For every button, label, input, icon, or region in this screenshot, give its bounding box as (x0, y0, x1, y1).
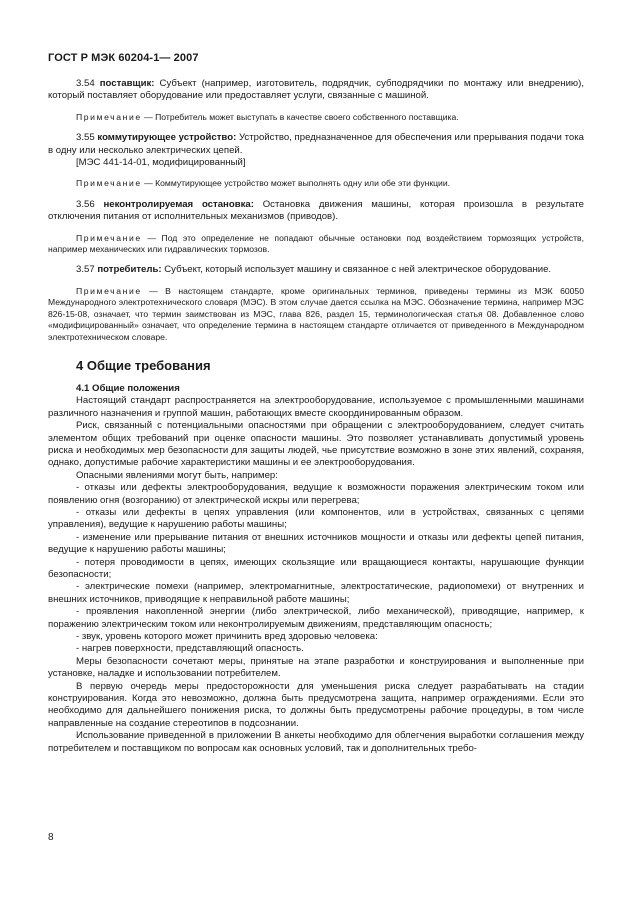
note-3-56 (48, 233, 584, 256)
paragraph: В первую очередь меры предосторожности для уменьшения риска следует разрабатывать на стадии конструирования. Когда это невозможно, должна быть предусмотрена защита, например ограждениями. Если это необходимо для дальнейшего понижения риска, то должны быть предусмотрены рабочие процедуры, в том числе направленные на создание стереотипов в подсознании. (48, 680, 584, 729)
note-3-54 (48, 112, 584, 123)
term-3-55 (48, 132, 584, 157)
term-name: поставщик: (99, 78, 155, 89)
term-definition: Устройство, предназначенное для обеспечения или прерывания подачи тока в одну или несколько электрических цепей. (48, 132, 584, 156)
list-item: - отказы или дефекты электрооборудования, ведущие к возможности поражения электрическим током или появлению огня (возгоранию) от электрической искры или перегрева; (48, 482, 584, 506)
paragraph: Риск, связанный с потенциальными опасностями при обращении с электрооборудованием, следует считать элементом общих требований при оценке опасности машины. Это позволяет устанавливать допустимый уровень риска и необходимых мер безопасности для защиты людей, чье присутствие возможно в зоне этих явлений, сохраняя, однако, допустимые рабочие характеристики машины и ее электрооборудования. (48, 420, 584, 469)
list-item: - нагрев поверхности, представляющий опасность. (76, 643, 304, 655)
note-3-55 (48, 178, 584, 189)
term-reference: [МЭС 441-14-01, модифицированный] (76, 157, 246, 169)
section-heading: 4 Общие требования (76, 357, 211, 373)
page-header: ГОСТ Р МЭК 60204-1— 2007 (48, 52, 199, 64)
term-name: коммутирующее устройство: (97, 132, 237, 144)
term-3-57 (48, 264, 584, 276)
term-number: 3.57 (76, 264, 98, 276)
term-definition: Субъект, который использует машину и связанное с ней электрическое оборудование. (161, 264, 552, 276)
paragraph: Опасными явлениями могут быть, например: (76, 469, 278, 481)
term-number: 3.55 (76, 132, 98, 144)
note-label: Примечание (76, 285, 142, 296)
term-3-54 (48, 78, 584, 103)
page-number: 8 (48, 832, 54, 843)
note-label: Примечание (76, 178, 142, 189)
list-item: - звук, уровень которого может причинить вред здоровью человека: (76, 631, 378, 643)
list-item: - потеря проводимости в цепях, имеющих скользящие или вращающиеся контакты, нарушающие функции безопасности; (48, 556, 584, 580)
term-name: неконтролируемая остановка: (103, 198, 254, 210)
page-content (48, 78, 584, 755)
note-text: — Под это определение не попадают обычные остановки под воздействием тормозящих устройств, например механических или гидравлических тормозов. (48, 232, 584, 255)
note-text: — В настоящем стандарте, кроме оригинальных терминов, приведены термины из МЭК 60050 Международного электротехнического словаря (МЭС). В этом случае дается ссылка на МЭС. Обозначение термина, например МЭС 826-15-08, означает, что термин заимствован из МЭС, глава 826, раздел 15, терминологическая статья 08. Добавленное слово «модифицированный» означает, что определение термина в настоящем стандарте отличается от приведенного в Международном электротехническом словаре. (48, 285, 584, 342)
term-name: потребитель: (97, 264, 162, 276)
term-definition: Субъект (например, изготовитель, подрядчик, субподрядчики по монтажу или внедрению), который поставляет оборудование или предоставляет услуги, связанные с машиной. (48, 78, 584, 102)
note-text: — Потребитель может выступать в качестве своего собственного поставщика. (141, 111, 459, 122)
paragraph: Настоящий стандарт распространяется на электрооборудование, используемое с промышленными машинами различного назначения и группой машин, работающих вместе скоординированным образом. (48, 395, 584, 419)
note-3-57 (48, 286, 584, 343)
term-3-56 (48, 199, 584, 224)
list-item: - проявления накопленной энергии (либо электрической, либо механической), приводящие, например, к поражению электрическим током или неконтролируемым движениям, представляющим опасность; (48, 606, 584, 630)
note-label: Примечание (76, 232, 142, 243)
term-number: 3.56 (76, 198, 104, 210)
term-definition: Остановка движения машины, которая произошла в результате отключения питания от исполнительных механизмов (приводов). (48, 198, 585, 223)
list-item: - электрические помехи (например, электромагнитные, электростатические, радиопомехи) от внутренних и внешних источников, приводящие к неправильной работе машины; (48, 581, 584, 605)
list-item: - изменение или прерывание питания от внешних источников мощности и отказы или дефекты цепей питания, ведущие к нарушению работы машины; (48, 531, 584, 556)
subsection-heading: 4.1 Общие положения (76, 382, 180, 394)
note-label: Примечание (76, 111, 142, 122)
paragraph: Использование приведенной в приложении В анкеты необходимо для облегчения выработки соглашения между потребителем и поставщиком по вопросам как основных условий, так и дополнительных требо- (48, 730, 584, 754)
paragraph: Меры безопасности сочетают меры, принятые на этапе разработки и конструирования и выполненные при установке, наладке и использовании потребителем. (48, 655, 584, 680)
note-text: — Коммутирующее устройство может выполнять одну или обе эти функции. (141, 178, 451, 189)
list-item: - отказы или дефекты в цепях управления (или компонентов, или в устройствах, связанных с цепями управления), ведущие к нарушению работы машины; (48, 506, 584, 531)
term-number: 3.54 (76, 78, 100, 89)
